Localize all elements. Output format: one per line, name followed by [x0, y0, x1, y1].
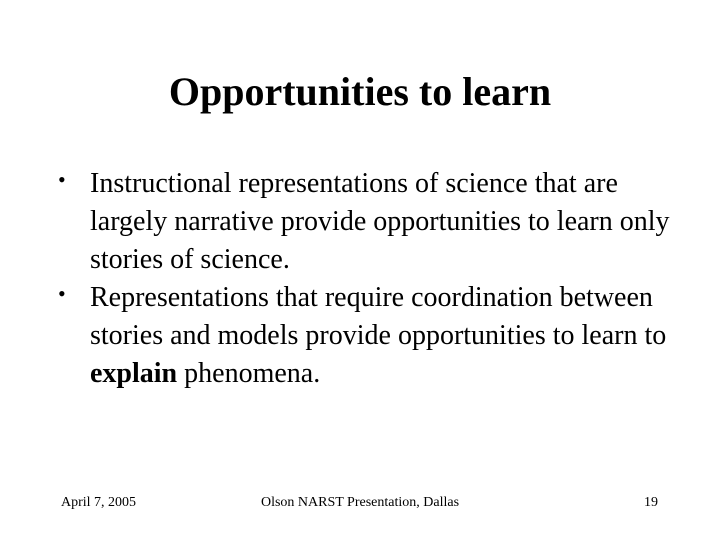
bullet-list	[58, 165, 698, 394]
slide-title: Opportunities to learn	[168, 69, 552, 114]
footer-date: April 7, 2005	[61, 495, 137, 510]
bullet-item	[58, 165, 698, 278]
bullet-text-end: phenomena.	[177, 357, 321, 389]
footer-presentation: Olson NARST Presentation, Dallas	[260, 495, 460, 510]
bullet-marker: •	[58, 281, 66, 307]
page-number: 19	[644, 495, 658, 510]
bullet-marker: •	[58, 167, 66, 192]
bullet-text: Instructional representations of science that are largely narrative provide opportunities to learn only stories of science.	[90, 168, 670, 275]
bullet-item	[58, 279, 698, 392]
bullet-text: Representations that require coordination between stories and models provide opportunities to learn to	[90, 282, 667, 352]
bullet-emphasis: explain	[90, 357, 178, 389]
